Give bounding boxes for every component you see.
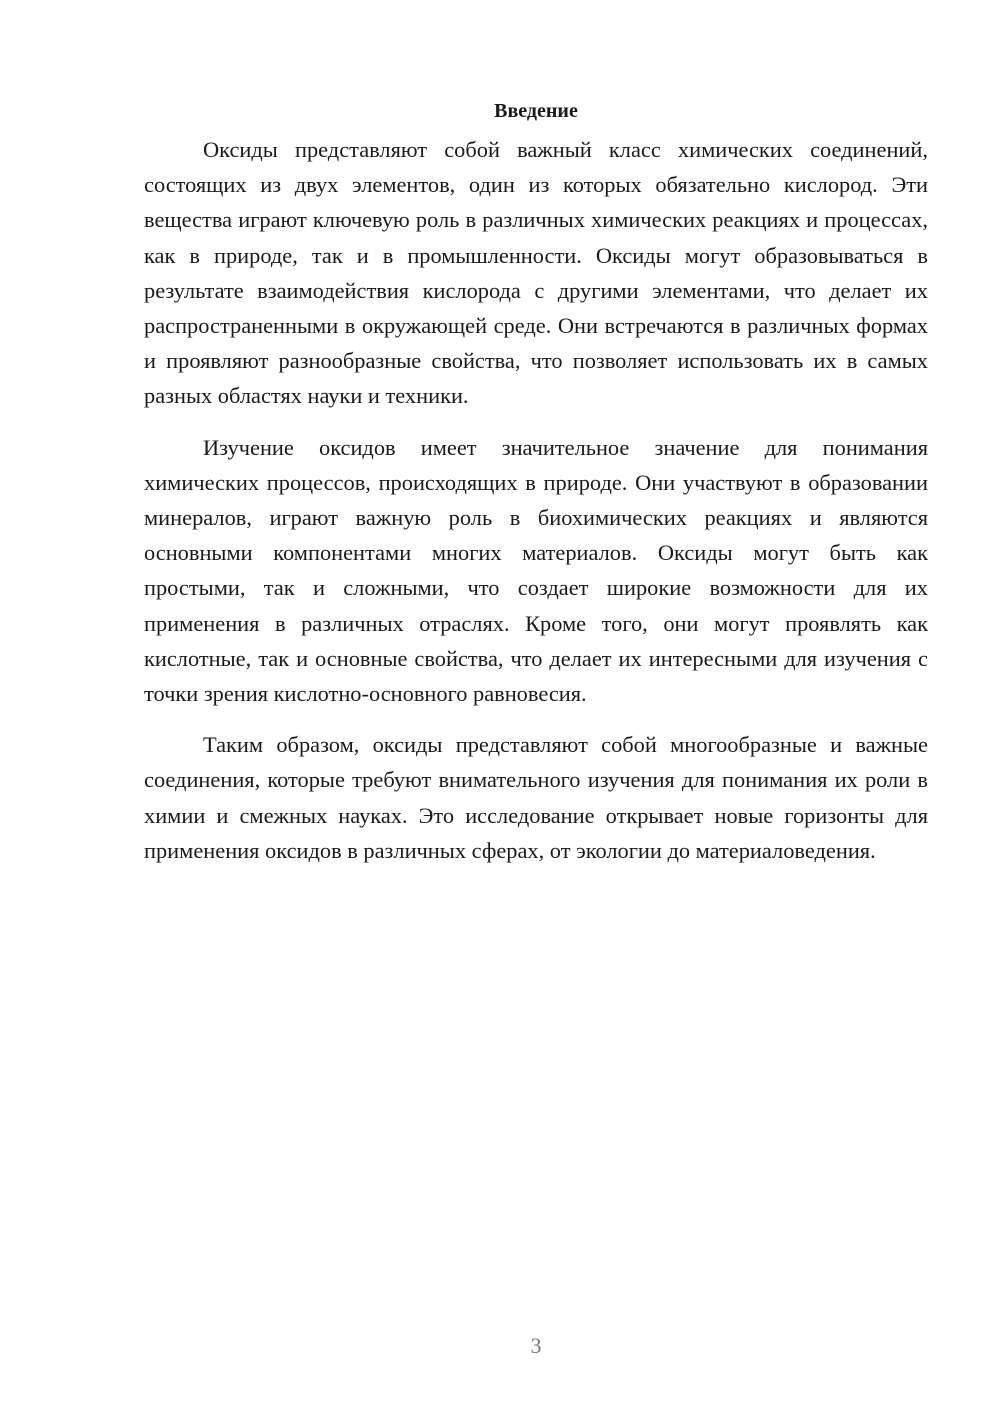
paragraph-3: Таким образом, оксиды представляют собой многообразные и важные соединения, которые требуют внимательного изучения для понимания их роли в химии и смежных науках. Это исследование открывает новые горизонты для применения оксидов в различных сферах, от экологии до материаловедения. bbox=[144, 732, 928, 863]
section-title: Введение bbox=[494, 100, 578, 122]
page-content bbox=[144, 96, 928, 884]
paragraph-1: Оксиды представляют собой важный класс химических соединений, состоящих из двух элементов, один из которых обязательно кислород. Эти вещества играют ключевую роль в различных химических реакциях и процессах, как в природе, так и в промышленности. Оксиды могут образовываться в результате взаимодействия кислорода с другими элементами, что делает их распространенными в окружающей среде. Они встречаются в различных формах и проявляют разнообразные свойства, что позволяет использовать их в самых разных областях науки и техники. bbox=[144, 137, 928, 409]
page-number: 3 bbox=[530, 1333, 542, 1358]
paragraph-2: Изучение оксидов имеет значительное значение для понимания химических процессов, происходящих в природе. Они участвуют в образовании минералов, играют важную роль в биохимических реакциях и являются основными компонентами многих материалов. Оксиды могут быть как простыми, так и сложными, что создает широкие возможности для их применения в различных отраслях. Кроме того, они могут проявлять как кислотные, так и основные свойства, что делает их интересными для изучения с точки зрения кислотно-основного равновесия. bbox=[144, 434, 928, 707]
